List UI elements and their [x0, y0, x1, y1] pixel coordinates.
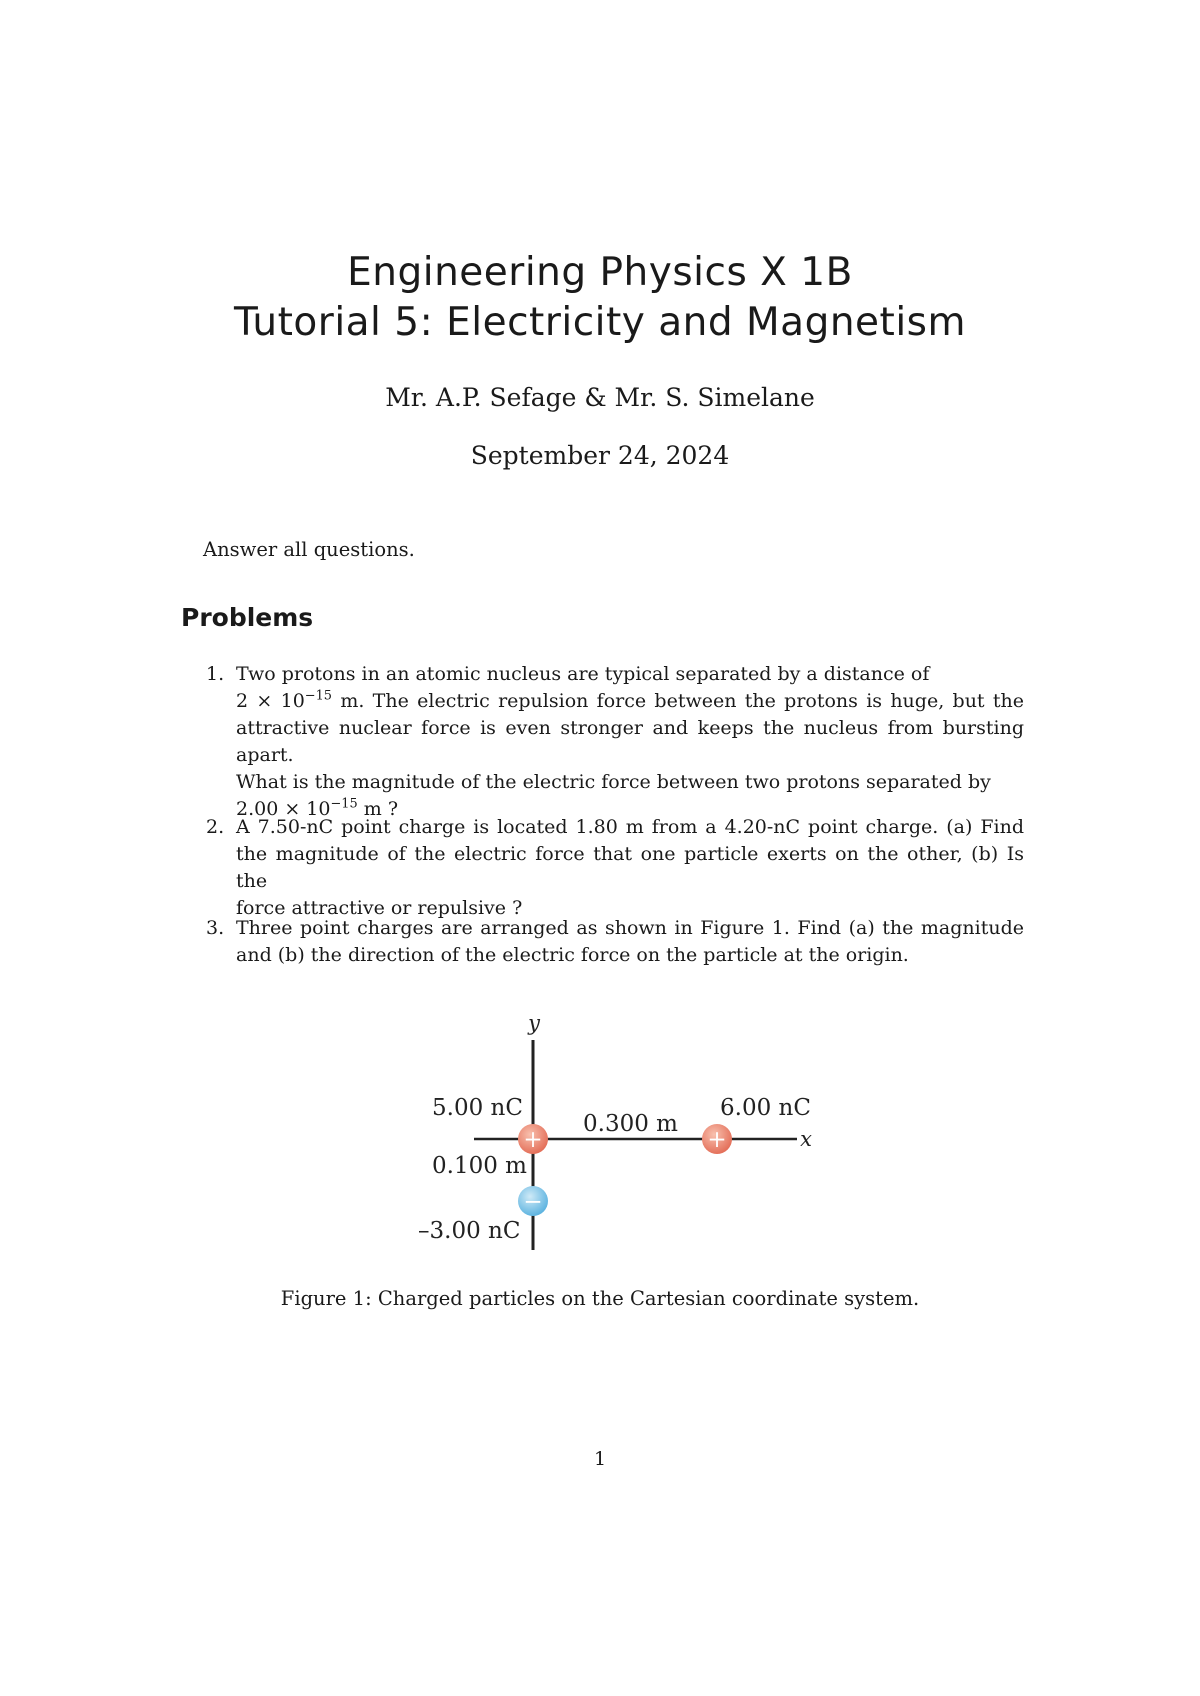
distance-horizontal-label: 0.300 m: [583, 1111, 678, 1137]
title-line-2: Tutorial 5: Electricity and Magnetism: [234, 300, 966, 345]
problem-line: attractive nuclear force is even stronger and keeps the nucleus from bursting apart.: [236, 717, 1024, 766]
authors: Mr. A.P. Sefage & Mr. S. Simelane: [385, 383, 815, 412]
problem-line: force attractive or repulsive ?: [236, 897, 523, 919]
problem-line-math: $2 \times 10^{-15}$ m. The electric repulsion force between the protons is huge, but the: [236, 688, 1024, 712]
section-heading: Problems: [181, 603, 314, 632]
problem-line: the magnitude of the electric force that one particle exerts on the other, (b) Is the: [236, 843, 1024, 892]
x-axis-label: x: [800, 1127, 812, 1151]
problem-number: 2.: [206, 816, 225, 838]
problem-line: Three point charges are arranged as shown in Figure 1. Find (a) the magnitude: [236, 917, 1024, 939]
minus-sign-icon: −: [523, 1189, 543, 1215]
y-axis-label: y: [528, 1011, 540, 1035]
charge-below-label: –3.00 nC: [418, 1218, 521, 1244]
charge-right-label: 6.00 nC: [720, 1095, 811, 1121]
figure-caption: Figure 1: Charged particles on the Cartesian coordinate system.: [280, 1287, 920, 1310]
charge-origin-label: 5.00 nC: [432, 1095, 523, 1121]
problem-number: 1.: [206, 663, 225, 685]
page-number: 1: [593, 1448, 607, 1470]
date: September 24, 2024: [470, 441, 730, 470]
instructions: Answer all questions.: [203, 538, 415, 561]
plus-sign-icon: +: [707, 1127, 727, 1153]
problem-line-math: $2.00 \times 10^{-15}$ m ?: [236, 796, 399, 820]
problem-line: Two protons in an atomic nucleus are typical separated by a distance of: [236, 663, 930, 685]
problem-line: A 7.50-nC point charge is located 1.80 m from a 4.20-nC point charge. (a) Find: [236, 816, 1024, 838]
problem-line: What is the magnitude of the electric force between two protons separated by: [236, 771, 991, 793]
distance-vertical-label: 0.100 m: [432, 1153, 527, 1179]
plus-sign-icon: +: [523, 1127, 543, 1153]
problem-line: and (b) the direction of the electric force on the particle at the origin.: [236, 944, 909, 966]
problem-number: 3.: [206, 917, 225, 939]
title-line-1: Engineering Physics X 1B: [347, 250, 853, 295]
